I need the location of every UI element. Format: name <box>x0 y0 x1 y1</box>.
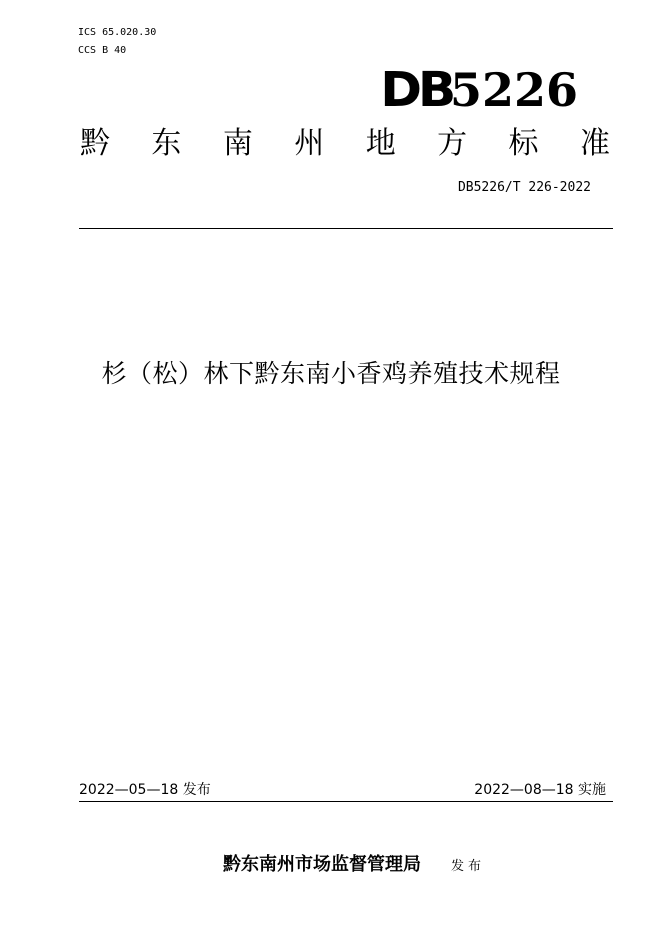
standard-type-char: 标 <box>508 126 539 161</box>
standard-type-char: 州 <box>294 126 325 161</box>
standard-type-char: 东 <box>151 126 182 161</box>
db-logo-prefix: DB <box>379 62 452 118</box>
ics-code: ICS 65.020.30 <box>78 27 157 38</box>
publisher-line <box>223 850 485 876</box>
top-divider <box>79 228 613 229</box>
standard-type-char: 地 <box>365 126 396 161</box>
db-logo <box>379 62 578 118</box>
standard-type-char: 南 <box>222 126 253 161</box>
ccs-code: CCS B 40 <box>78 45 127 56</box>
standard-type-heading <box>80 124 610 164</box>
publisher-name: 黔东南州市场监督管理局 <box>223 854 421 875</box>
db-logo-code: 5226 <box>449 63 578 117</box>
bottom-divider <box>79 801 613 802</box>
standard-number: DB5226/T 226-2022 <box>457 180 591 195</box>
implement-date: 2022—08—18 实施 <box>474 782 606 798</box>
issue-label: 发布 <box>451 859 486 874</box>
publish-date: 2022—05—18 发布 <box>79 782 211 798</box>
standard-type-char: 准 <box>579 126 610 161</box>
document-title: 杉（松）林下黔东南小香鸡养殖技术规程 <box>101 359 561 388</box>
standard-type-char: 方 <box>437 126 468 161</box>
standard-type-char: 黔 <box>80 126 110 161</box>
